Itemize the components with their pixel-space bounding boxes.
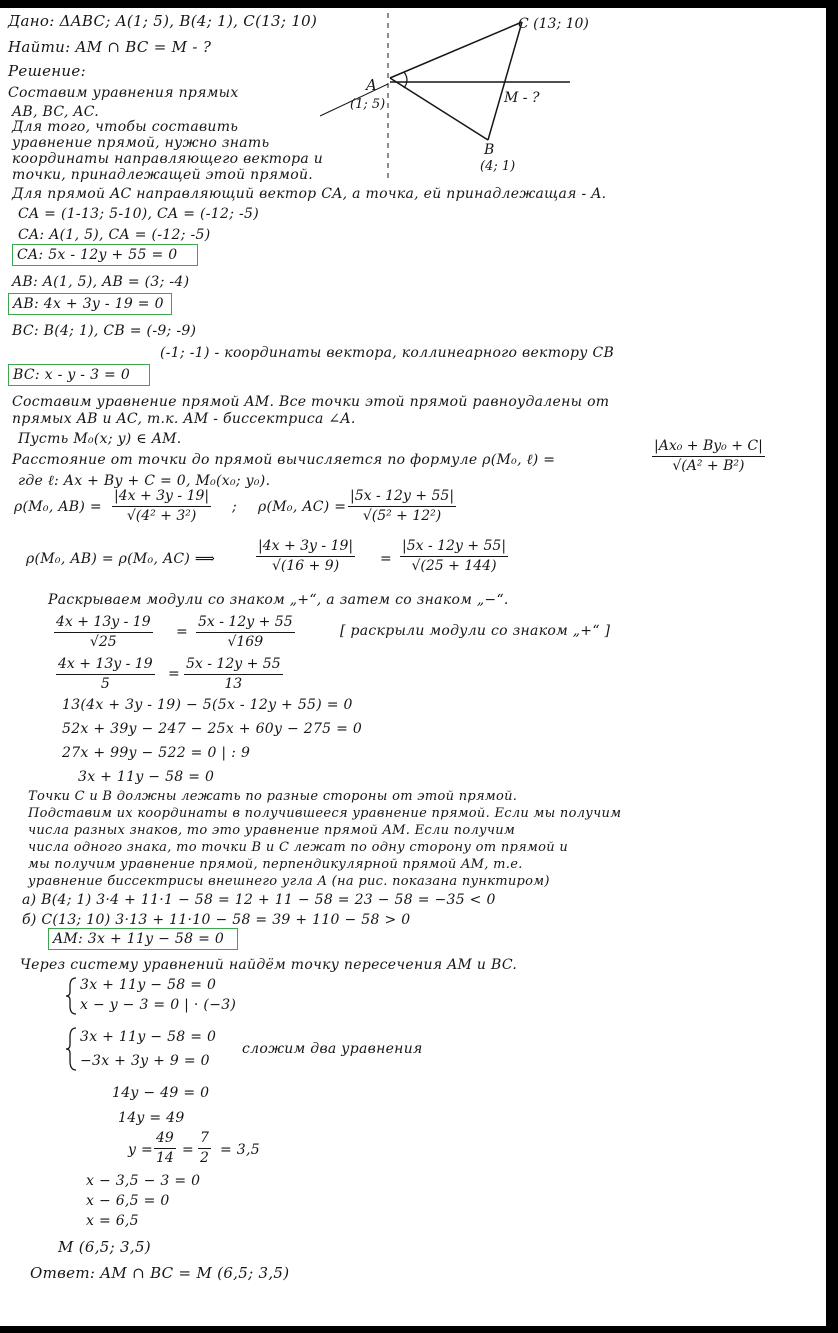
label-b-coords: (4; 1) [480, 159, 516, 174]
system1-eq-1: 3x + 11y − 58 = 0 [80, 977, 217, 993]
modules-note: Раскрываем модули со знаком „+“, а затем со знаком „−“. [48, 592, 509, 608]
step2-den-2: 13 [224, 676, 243, 692]
rho-equal: ρ(M₀, AB) = ρ(M₀, AC) ⟹ [26, 551, 216, 567]
semicolon: ; [232, 499, 238, 515]
eq-den-1: √(16 + 9) [271, 558, 340, 574]
solve-line-2: 14y = 49 [118, 1110, 185, 1126]
rho-ab-frac [112, 488, 211, 525]
point-m: M (6,5; 3,5) [58, 1238, 151, 1256]
label-b: B [484, 142, 495, 158]
check-line-2: Подставим их координаты в получившееся уравнение прямой. Если мы получим [28, 806, 622, 821]
step2-den-1: 5 [100, 676, 110, 692]
check-line-6: уравнение биссектрисы внешнего угла A (на рис. показана пунктиром) [28, 874, 550, 889]
rho-ab-num: |4x + 3y - 19| [112, 488, 211, 507]
note-line-1: Для того, чтобы составить [12, 119, 239, 135]
solution-sheet [0, 8, 826, 1326]
note-line-2: уравнение прямой, нужно знать [12, 135, 270, 151]
ac-direction-line: Для прямой AC направляющий вектор CA, а точка, ей принадлежащая - A. [12, 186, 607, 202]
ab-equation-box [8, 293, 172, 315]
y-frac-2-den: 2 [200, 1150, 209, 1166]
y-frac-2 [198, 1130, 211, 1167]
bc-equation: BC: x - y - 3 = 0 [13, 367, 131, 383]
solution-title: Решение: [8, 62, 86, 80]
step1-eq-sign: = [176, 624, 189, 640]
label-m: M - ? [504, 90, 540, 106]
label-a-coords: (1; 5) [350, 97, 386, 112]
x-step-1: x − 3,5 − 3 = 0 [86, 1173, 201, 1189]
step1-num-1: 4x + 13y - 19 [54, 614, 153, 633]
y-frac-1-num: 49 [154, 1130, 176, 1149]
rho-ac-lhs: ρ(M₀, AC) = [258, 499, 347, 515]
distance-formula-num: |Ax₀ + By₀ + C| [652, 438, 765, 457]
ab-data-line: AB: A(1, 5), AB = (3; -4) [12, 274, 190, 290]
bc-equation-box [8, 364, 150, 386]
note-line-4: точки, принадлежащей этой прямой. [12, 167, 314, 183]
intro-line-1: Составим уравнения прямых [8, 85, 239, 101]
distance-formula-den: √(A² + B²) [672, 458, 745, 474]
step1-frac-2 [196, 614, 295, 651]
solve-line-1: 14y − 49 = 0 [112, 1085, 210, 1101]
given-line: Дано: ΔABC; A(1; 5), B(4; 1), C(13; 10) [8, 12, 318, 30]
rho-ac-frac [348, 488, 456, 525]
solve-line-3: y = [128, 1142, 153, 1158]
rho-ab-den: √(4² + 3²) [126, 508, 197, 524]
distance-formula [652, 438, 765, 475]
ab-equation: AB: 4x + 3y - 19 = 0 [13, 296, 164, 312]
y-frac-1-den: 14 [156, 1150, 174, 1166]
check-a-line: а) B(4; 1) 3·4 + 11·1 − 58 = 12 + 11 − 58 = 23 − 58 = −35 < 0 [22, 892, 496, 908]
ca-equation-box [12, 244, 198, 266]
step1-den-1: √25 [89, 634, 117, 650]
add-note: сложим два уравнения [242, 1041, 423, 1057]
step2-num-2: 5x - 12y + 55 [184, 656, 283, 675]
step1-den-2: √169 [227, 634, 264, 650]
am-intro-line-2: прямых AB и AC, т.к. AM - биссектриса ∠A. [12, 411, 356, 427]
label-a: A [366, 76, 377, 94]
system2-brace [64, 1026, 78, 1072]
eq-frac-1 [256, 538, 355, 575]
check-line-4: числа одного знака, то точки B и C лежат по одну сторону от прямой и [28, 840, 569, 855]
ca-equation: CA: 5x - 12y + 55 = 0 [17, 247, 178, 263]
distance-formula-text: Расстояние от точки до прямой вычисляется по формуле ρ(M₀, ℓ) = [12, 452, 556, 468]
system1-brace [64, 976, 78, 1016]
side-ac [390, 22, 522, 78]
y-eq-sign: = [182, 1142, 195, 1158]
y-result: = 3,5 [220, 1142, 260, 1158]
check-b-line: б) C(13; 10) 3·13 + 11·10 − 58 = 39 + 110 − 58 > 0 [22, 912, 411, 928]
am-equation: AM: 3x + 11y − 58 = 0 [53, 931, 225, 947]
check-line-3: числа разных знаков, то это уравнение прямой AM. Если получим [28, 823, 516, 838]
x-step-3: x = 6,5 [86, 1213, 139, 1229]
side-cb [488, 22, 522, 140]
y-frac-2-num: 7 [198, 1130, 211, 1149]
step1-frac-1 [54, 614, 153, 651]
eq-num-2: |5x - 12y + 55| [400, 538, 508, 557]
eq-num-1: |4x + 3y - 19| [256, 538, 355, 557]
step-line-2: 52x + 39y − 247 − 25x + 60y − 275 = 0 [62, 721, 363, 737]
rho-ac-num: |5x - 12y + 55| [348, 488, 456, 507]
eq-sign-1: = [380, 551, 393, 567]
system-intro: Через систему уравнений найдём точку пересечения AM и BC. [20, 957, 518, 973]
step2-num-1: 4x + 13y - 19 [56, 656, 155, 675]
am-intro-line-1: Составим уравнение прямой AM. Все точки этой прямой равноудалены от [12, 394, 610, 410]
angle-arc [404, 72, 407, 88]
step2-frac-1 [56, 656, 155, 693]
eq-den-2: √(25 + 144) [411, 558, 497, 574]
eq-frac-2 [400, 538, 508, 575]
rho-ac-den: √(5² + 12²) [362, 508, 442, 524]
ca-vector-line: CA = (1-13; 5-10), CA = (-12; -5) [18, 206, 259, 222]
system1-eq-2: x − y − 3 = 0 | · (−3) [80, 997, 237, 1013]
triangle-diagram [300, 8, 600, 178]
note-line-3: координаты направляющего вектора и [12, 151, 324, 167]
step2-eq-sign: = [168, 666, 181, 682]
step1-num-2: 5x - 12y + 55 [196, 614, 295, 633]
label-c: C (13; 10) [518, 16, 589, 32]
bc-data-line: BC: B(4; 1), CB = (-9; -9) [12, 323, 197, 339]
check-line-5: мы получим уравнение прямой, перпендикулярной прямой AM, т.е. [28, 857, 523, 872]
find-line: Найти: AM ∩ BC = M - ? [8, 38, 212, 56]
x-step-2: x − 6,5 = 0 [86, 1193, 170, 1209]
step2-frac-2 [184, 656, 283, 693]
step-line-1: 13(4x + 3y - 19) − 5(5x - 12y + 55) = 0 [62, 697, 353, 713]
rho-ab-lhs: ρ(M₀, AB) = [14, 499, 102, 515]
step-line-3: 27x + 99y − 522 = 0 | : 9 [62, 745, 251, 761]
step1-note: [ раскрыли модули со знаком „+“ ] [340, 623, 611, 639]
where-line: где ℓ: Ax + By + C = 0, M₀(x₀; y₀). [18, 473, 271, 489]
y-frac-1 [154, 1130, 176, 1167]
system2-eq-1: 3x + 11y − 58 = 0 [80, 1029, 217, 1045]
m0-line: Пусть M₀(x; y) ∈ AM. [18, 431, 182, 447]
check-line-1: Точки C и B должны лежать по разные стороны от этой прямой. [28, 789, 518, 804]
intro-line-2: AB, BC, AC. [12, 104, 100, 120]
system2-eq-2: −3x + 3y + 9 = 0 [80, 1053, 210, 1069]
answer-line: Ответ: AM ∩ BC = M (6,5; 3,5) [30, 1264, 290, 1282]
bc-collinear-line: (-1; -1) - координаты вектора, коллинеарного вектору CB [160, 345, 615, 361]
ca-data-line: CA: A(1, 5), CA = (-12; -5) [18, 227, 211, 243]
am-equation-box [48, 928, 238, 950]
step-line-4: 3x + 11y − 58 = 0 [78, 769, 215, 785]
